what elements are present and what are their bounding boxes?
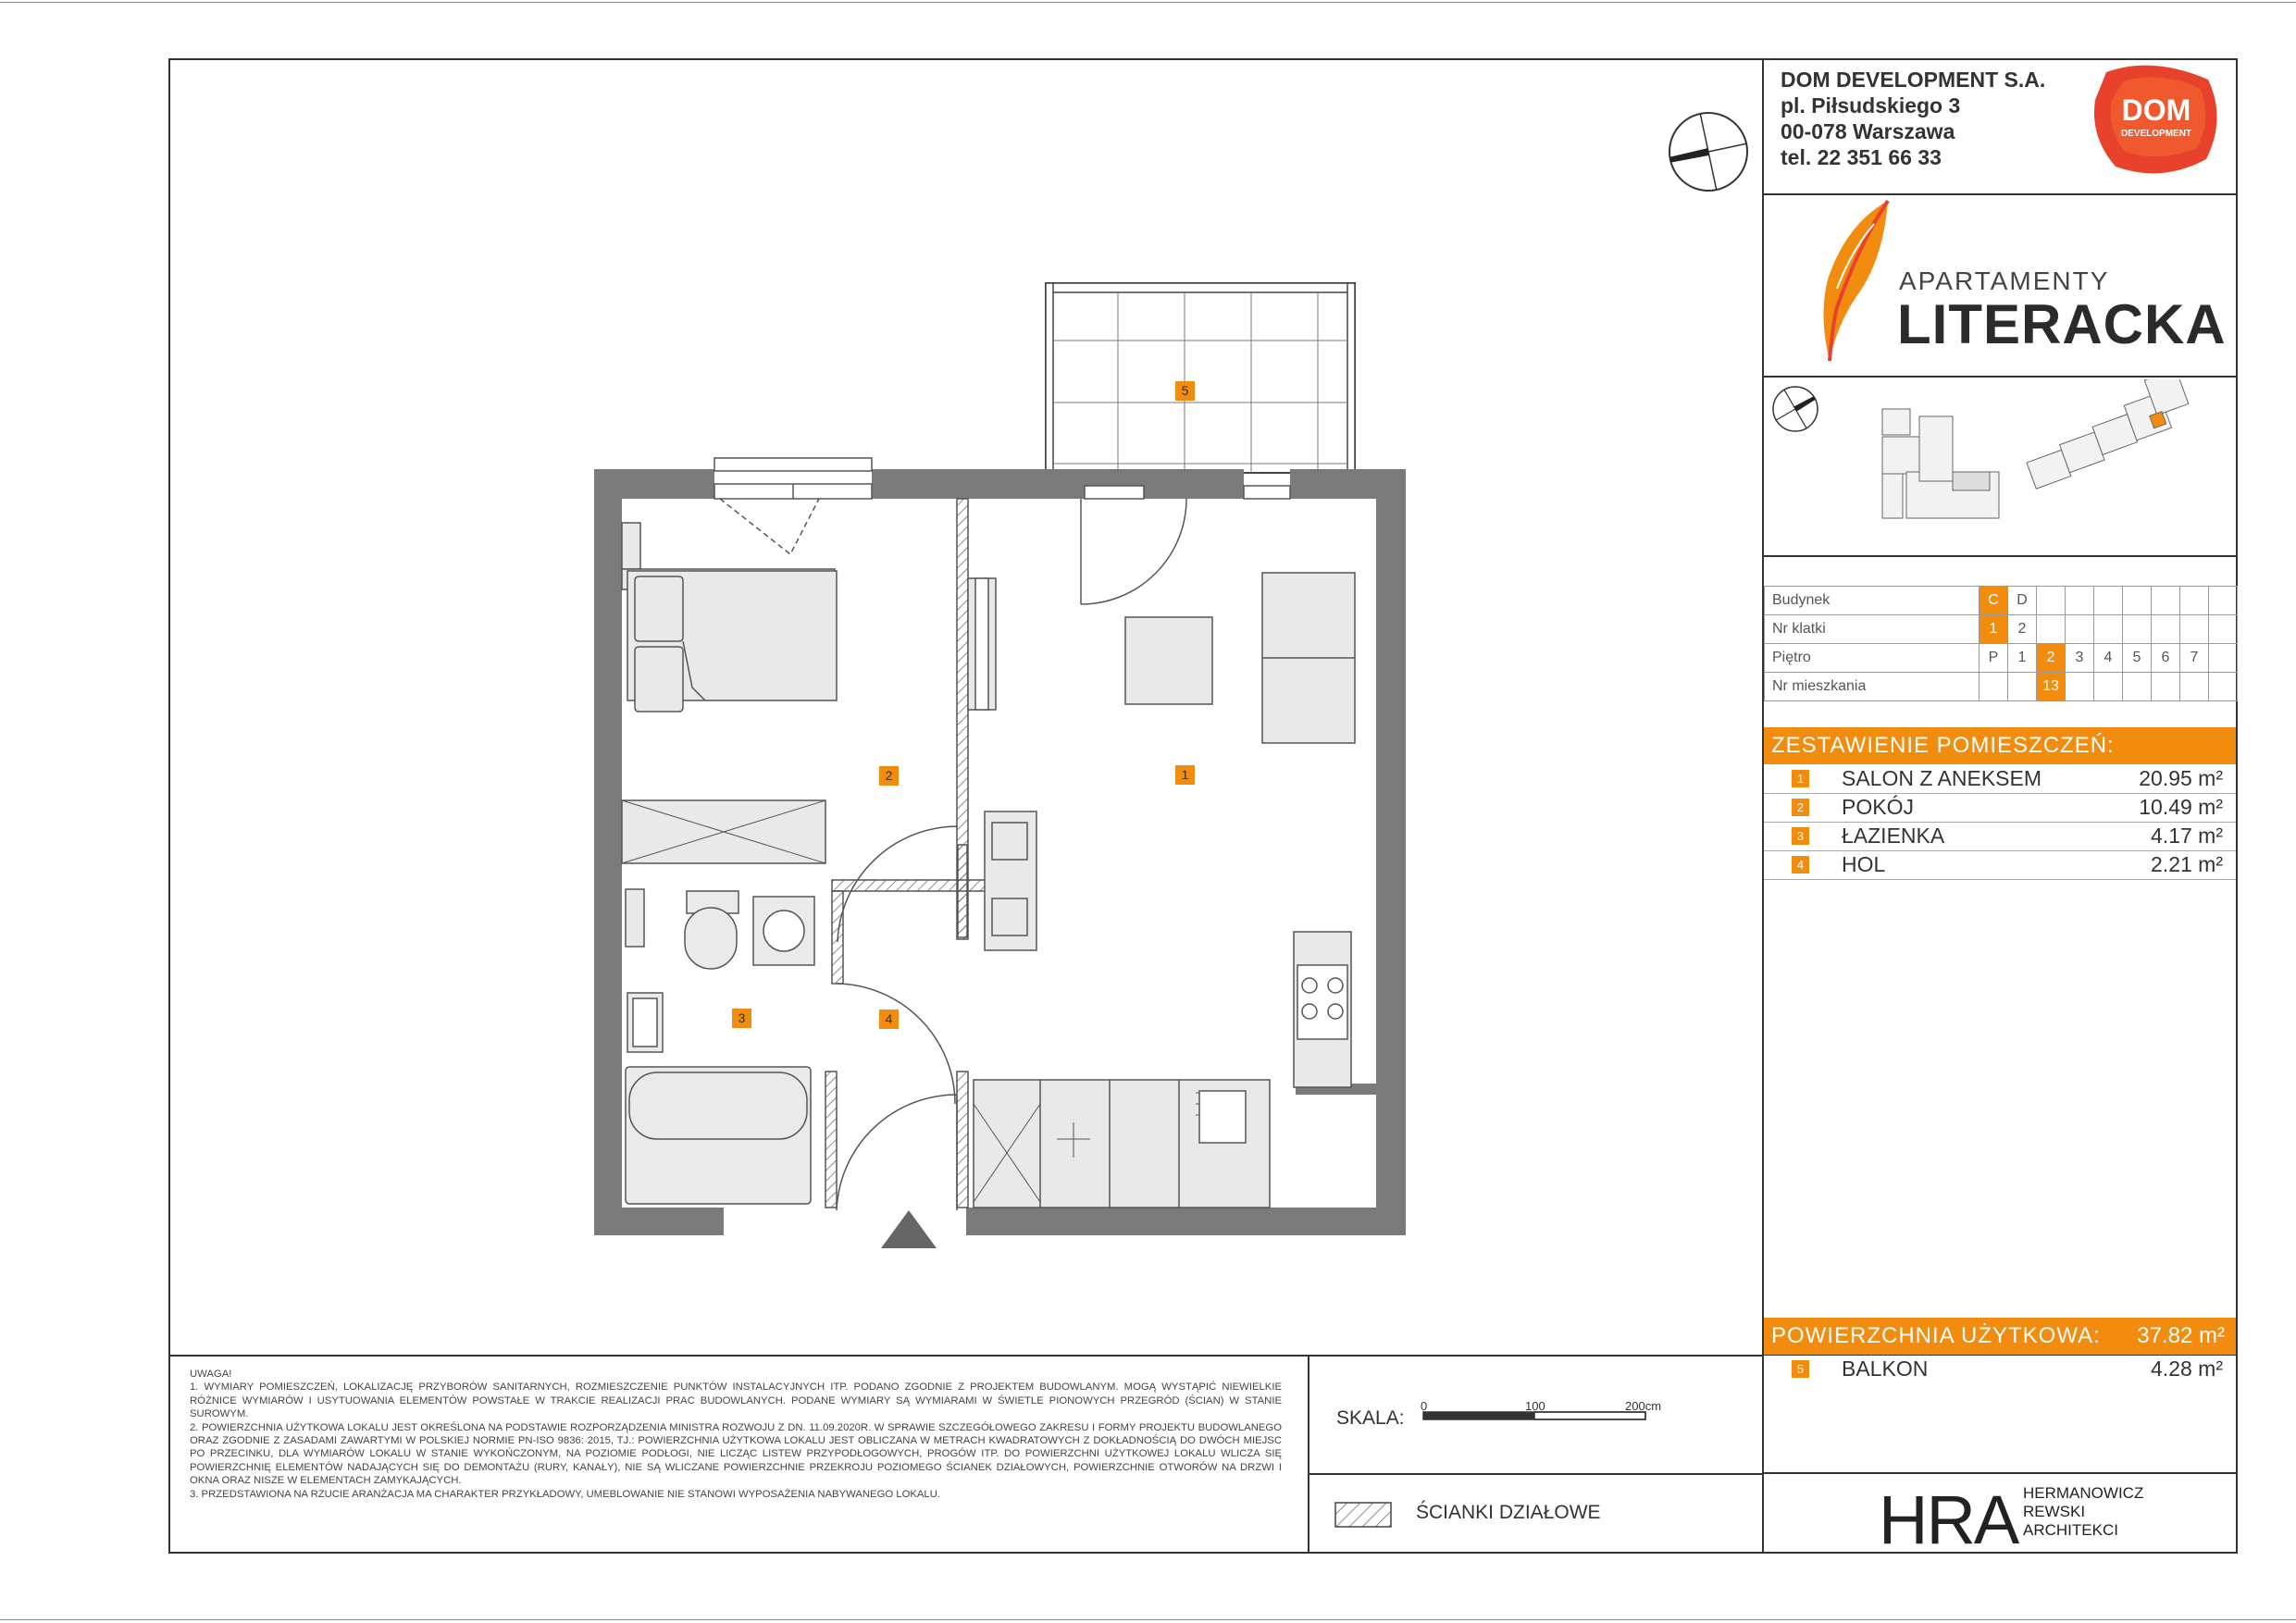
info-cell xyxy=(2037,587,2066,615)
rooms-header: ZESTAWIENIE POMIESZCZEŃ: xyxy=(1764,727,2236,764)
plan-tag-1: 1 xyxy=(1175,765,1195,785)
architect-line3: ARCHITEKCI xyxy=(2023,1521,2118,1539)
entrance-marker xyxy=(881,1210,937,1248)
info-cell xyxy=(2123,587,2152,615)
note-3: 3. PRZEDSTAWIONA NA RZUCIE ARANŻACJA MA CHARAKTER PRZYKŁADOWY, UMEBLOWANIE NIE STANOWI WYPOSAŻENIA NABYWANEGO LOKALU. xyxy=(190,1488,941,1500)
legend-divider xyxy=(1308,1473,1762,1475)
legend-label: ŚCIANKI DZIAŁOWE xyxy=(1416,1502,1601,1523)
usable-area-label: POWIERZCHNIA UŻYTKOWA: xyxy=(1771,1323,2101,1348)
plan-tag-5: 5 xyxy=(1175,381,1195,401)
info-cell xyxy=(2037,615,2066,644)
door-entrance xyxy=(837,1095,957,1210)
scale-label: SKALA: xyxy=(1336,1407,1405,1429)
page-bottom-line xyxy=(0,1619,2296,1620)
room-area: 2.21 m² xyxy=(2151,852,2223,876)
info-cell xyxy=(2209,615,2238,644)
info-label: Nr mieszkania xyxy=(1765,673,1980,701)
room-area: 20.95 m² xyxy=(2139,766,2223,790)
project-name-line2: LITERACKA xyxy=(1897,293,2227,355)
bedroom-furniture xyxy=(622,523,837,947)
info-row xyxy=(1765,615,2238,644)
info-label: Nr klatki xyxy=(1765,615,1980,644)
info-label: Piętro xyxy=(1765,644,1980,673)
room-area: 10.49 m² xyxy=(2139,795,2223,819)
room-number: 4 xyxy=(1792,856,1809,873)
logo-text-dom: DOM xyxy=(2121,93,2191,127)
plan-tag-4: 4 xyxy=(879,1010,899,1029)
room-number: 1 xyxy=(1792,770,1809,787)
info-cell: 3 xyxy=(2066,644,2094,673)
window-bedroom xyxy=(714,458,872,554)
balcony-row xyxy=(1764,1355,2236,1383)
notes-divider xyxy=(168,1355,1762,1357)
info-cell xyxy=(2152,615,2180,644)
info-cell xyxy=(2094,587,2123,615)
balcony-name: BALKON xyxy=(1842,1357,1929,1381)
company-address1: pl. Piłsudskiego 3 xyxy=(1781,93,1961,118)
page-top-line xyxy=(0,2,2296,3)
room-area: 4.17 m² xyxy=(2151,824,2223,848)
note-2: 2. POWIERZCHNIA UŻYTKOWA LOKALU JEST OKREŚLONA NA PODSTAWIE ROZPORZĄDZENIA MINISTRA ROZWOJU Z DN. 11.09.2020R. W SPRAWIE SZCZEGÓŁOWEGO ZAKRESU I FORMY PROJEKTU BUDOWLANEGO ORAZ ZGODNIE Z ZASADAMI ZAWARTYMI W POLSKIEJ NORMIE PN-ISO 9836: 2015, TJ.: POWIERZCHNIA UŻYTKOWA LOKALU JEST OBLICZANA W METRACH KWADRATOWYCH Z DOKŁADNOŚCIĄ DO DWÓCH MIEJSC PO PRZECINKU, DLA WYMIARÓW LOKALU W STANIE WYKOŃCZONYM, NA POZIOMIE PODŁOGI, NIE LICZĄC LISTEW PRZYPODŁOGOWYCH, PROGÓW ITP. DO POWIERZCHNI UŻYTKOWEJ LOKALU WLICZA SIĘ POWIERZCHNIĘ ELEMENTÓW NADAJĄCYCH SIĘ DO DEMONTAŻU (RURY, KANAŁY), NIE SĄ WLICZANE POWIERZCHNIE PRZEKROJU POZIOMEGO ŚCIANEK DZIAŁOWYCH, POWIERZCHNIE OTWORÓW NA DRZWI I OKNA ORAZ NISZE W ELEMENTACH ZAMYKAJĄCYCH. xyxy=(190,1421,1282,1487)
info-cell xyxy=(2094,673,2123,701)
usable-area-value: 37.82 m² xyxy=(2137,1323,2225,1348)
info-cell xyxy=(2180,673,2209,701)
architect-name xyxy=(2023,1484,2143,1540)
door-balcony xyxy=(1081,486,1290,604)
info-cell xyxy=(2152,673,2180,701)
architect-line2: REWSKI xyxy=(2023,1503,2086,1520)
info-cell xyxy=(2152,587,2180,615)
compass-icon xyxy=(1669,113,1747,191)
location-map xyxy=(1768,379,2230,546)
info-cell: C xyxy=(1980,587,2008,615)
dom-development-logo xyxy=(2088,63,2225,180)
feather-icon xyxy=(1809,196,1902,363)
partition-wall-legend-icon xyxy=(1334,1502,1392,1528)
room-name: HOL xyxy=(1842,852,1886,876)
info-cell xyxy=(2209,644,2238,673)
info-cell: 13 xyxy=(2037,673,2066,701)
room-row xyxy=(1764,764,2236,794)
info-cell: 2 xyxy=(2037,644,2066,673)
info-cell xyxy=(2066,673,2094,701)
company-info xyxy=(1781,67,2045,170)
door-bathroom xyxy=(837,984,955,1104)
architect-line1: HERMANOWICZ xyxy=(2023,1484,2144,1502)
floor-plan xyxy=(168,58,1762,1354)
info-cell xyxy=(2209,673,2238,701)
scale-tick-200: 200cm xyxy=(1625,1399,1662,1413)
room-number: 2 xyxy=(1792,799,1809,816)
info-cell xyxy=(2209,587,2238,615)
plan-tag-3: 3 xyxy=(732,1009,751,1028)
company-phone: tel. 22 351 66 33 xyxy=(1781,145,1942,169)
info-row xyxy=(1765,644,2238,673)
scale-tick-0: 0 xyxy=(1421,1399,1428,1413)
room-row xyxy=(1764,793,2236,823)
scale-tick-100: 100 xyxy=(1525,1399,1545,1413)
company-name: DOM DEVELOPMENT S.A. xyxy=(1781,68,2046,92)
info-cell: 1 xyxy=(1980,615,2008,644)
info-cell: 6 xyxy=(2152,644,2180,673)
apartment-info-table xyxy=(1764,586,2238,701)
bathroom-fixtures xyxy=(626,891,814,1204)
info-cell xyxy=(2123,615,2152,644)
architect-logo: HRA xyxy=(1879,1481,2018,1558)
room-row xyxy=(1764,822,2236,851)
plan-tag-2: 2 xyxy=(879,766,899,786)
project-name-line1: APARTAMENTY xyxy=(1899,266,2110,295)
compass-small-icon xyxy=(1773,387,1818,431)
balcony-area: 4.28 m² xyxy=(2151,1357,2223,1381)
info-cell xyxy=(1980,673,2008,701)
info-row xyxy=(1765,673,2238,701)
info-cell xyxy=(2180,587,2209,615)
info-label: Budynek xyxy=(1765,587,1980,615)
info-cell xyxy=(2066,615,2094,644)
info-cell: 2 xyxy=(2008,615,2037,644)
usable-area-total xyxy=(1764,1318,2236,1355)
balcony xyxy=(1046,283,1355,473)
info-cell: 4 xyxy=(2094,644,2123,673)
living-furniture xyxy=(968,573,1355,1208)
info-row xyxy=(1765,587,2238,615)
logo-text-development: DEVELOPMENT xyxy=(2120,129,2192,139)
notes-column-divider xyxy=(1308,1355,1309,1554)
info-cell: 7 xyxy=(2180,644,2209,673)
company-address2: 00-078 Warszawa xyxy=(1781,119,1955,143)
room-row xyxy=(1764,850,2236,880)
room-number: 3 xyxy=(1792,827,1809,845)
info-cell xyxy=(2094,615,2123,644)
balcony-num: 5 xyxy=(1792,1360,1809,1378)
info-cell xyxy=(2066,587,2094,615)
info-cell: 5 xyxy=(2123,644,2152,673)
note-1: 1. WYMIARY POMIESZCZEŃ, LOKALIZACJĘ PRZYBORÓW SANITARNYCH, ROZMIESZCZENIE PUNKTÓW INSTALACYJNYCH ITP. PODANO ZGODNIE Z PROJEKTEM BUDOWLANYM. MOGĄ WYSTĄPIĆ NIEWIELKIE RÓŻNICE WYMIARÓW I USYTUOWANIA ELEMENTÓW POWSTAŁE W TRAKCIE REALIZACJI PRAC BUDOWLANYCH. PODANE WYMIARY SĄ WYMIARAMI W ŚWIETLE PIONOWYCH PRZEGRÓD (ŚCIAN) W STANIE SUROWYM. xyxy=(190,1381,1282,1420)
info-cell xyxy=(2123,673,2152,701)
info-cell: 1 xyxy=(2008,644,2037,673)
info-cell: P xyxy=(1980,644,2008,673)
notes xyxy=(190,1368,1282,1501)
room-name: SALON Z ANEKSEM xyxy=(1842,766,2042,790)
room-name: POKÓJ xyxy=(1842,795,1914,819)
info-cell xyxy=(2008,673,2037,701)
notes-title: UWAGA! xyxy=(190,1369,232,1380)
info-cell: D xyxy=(2008,587,2037,615)
info-cell xyxy=(2180,615,2209,644)
room-name: ŁAZIENKA xyxy=(1842,824,1945,848)
